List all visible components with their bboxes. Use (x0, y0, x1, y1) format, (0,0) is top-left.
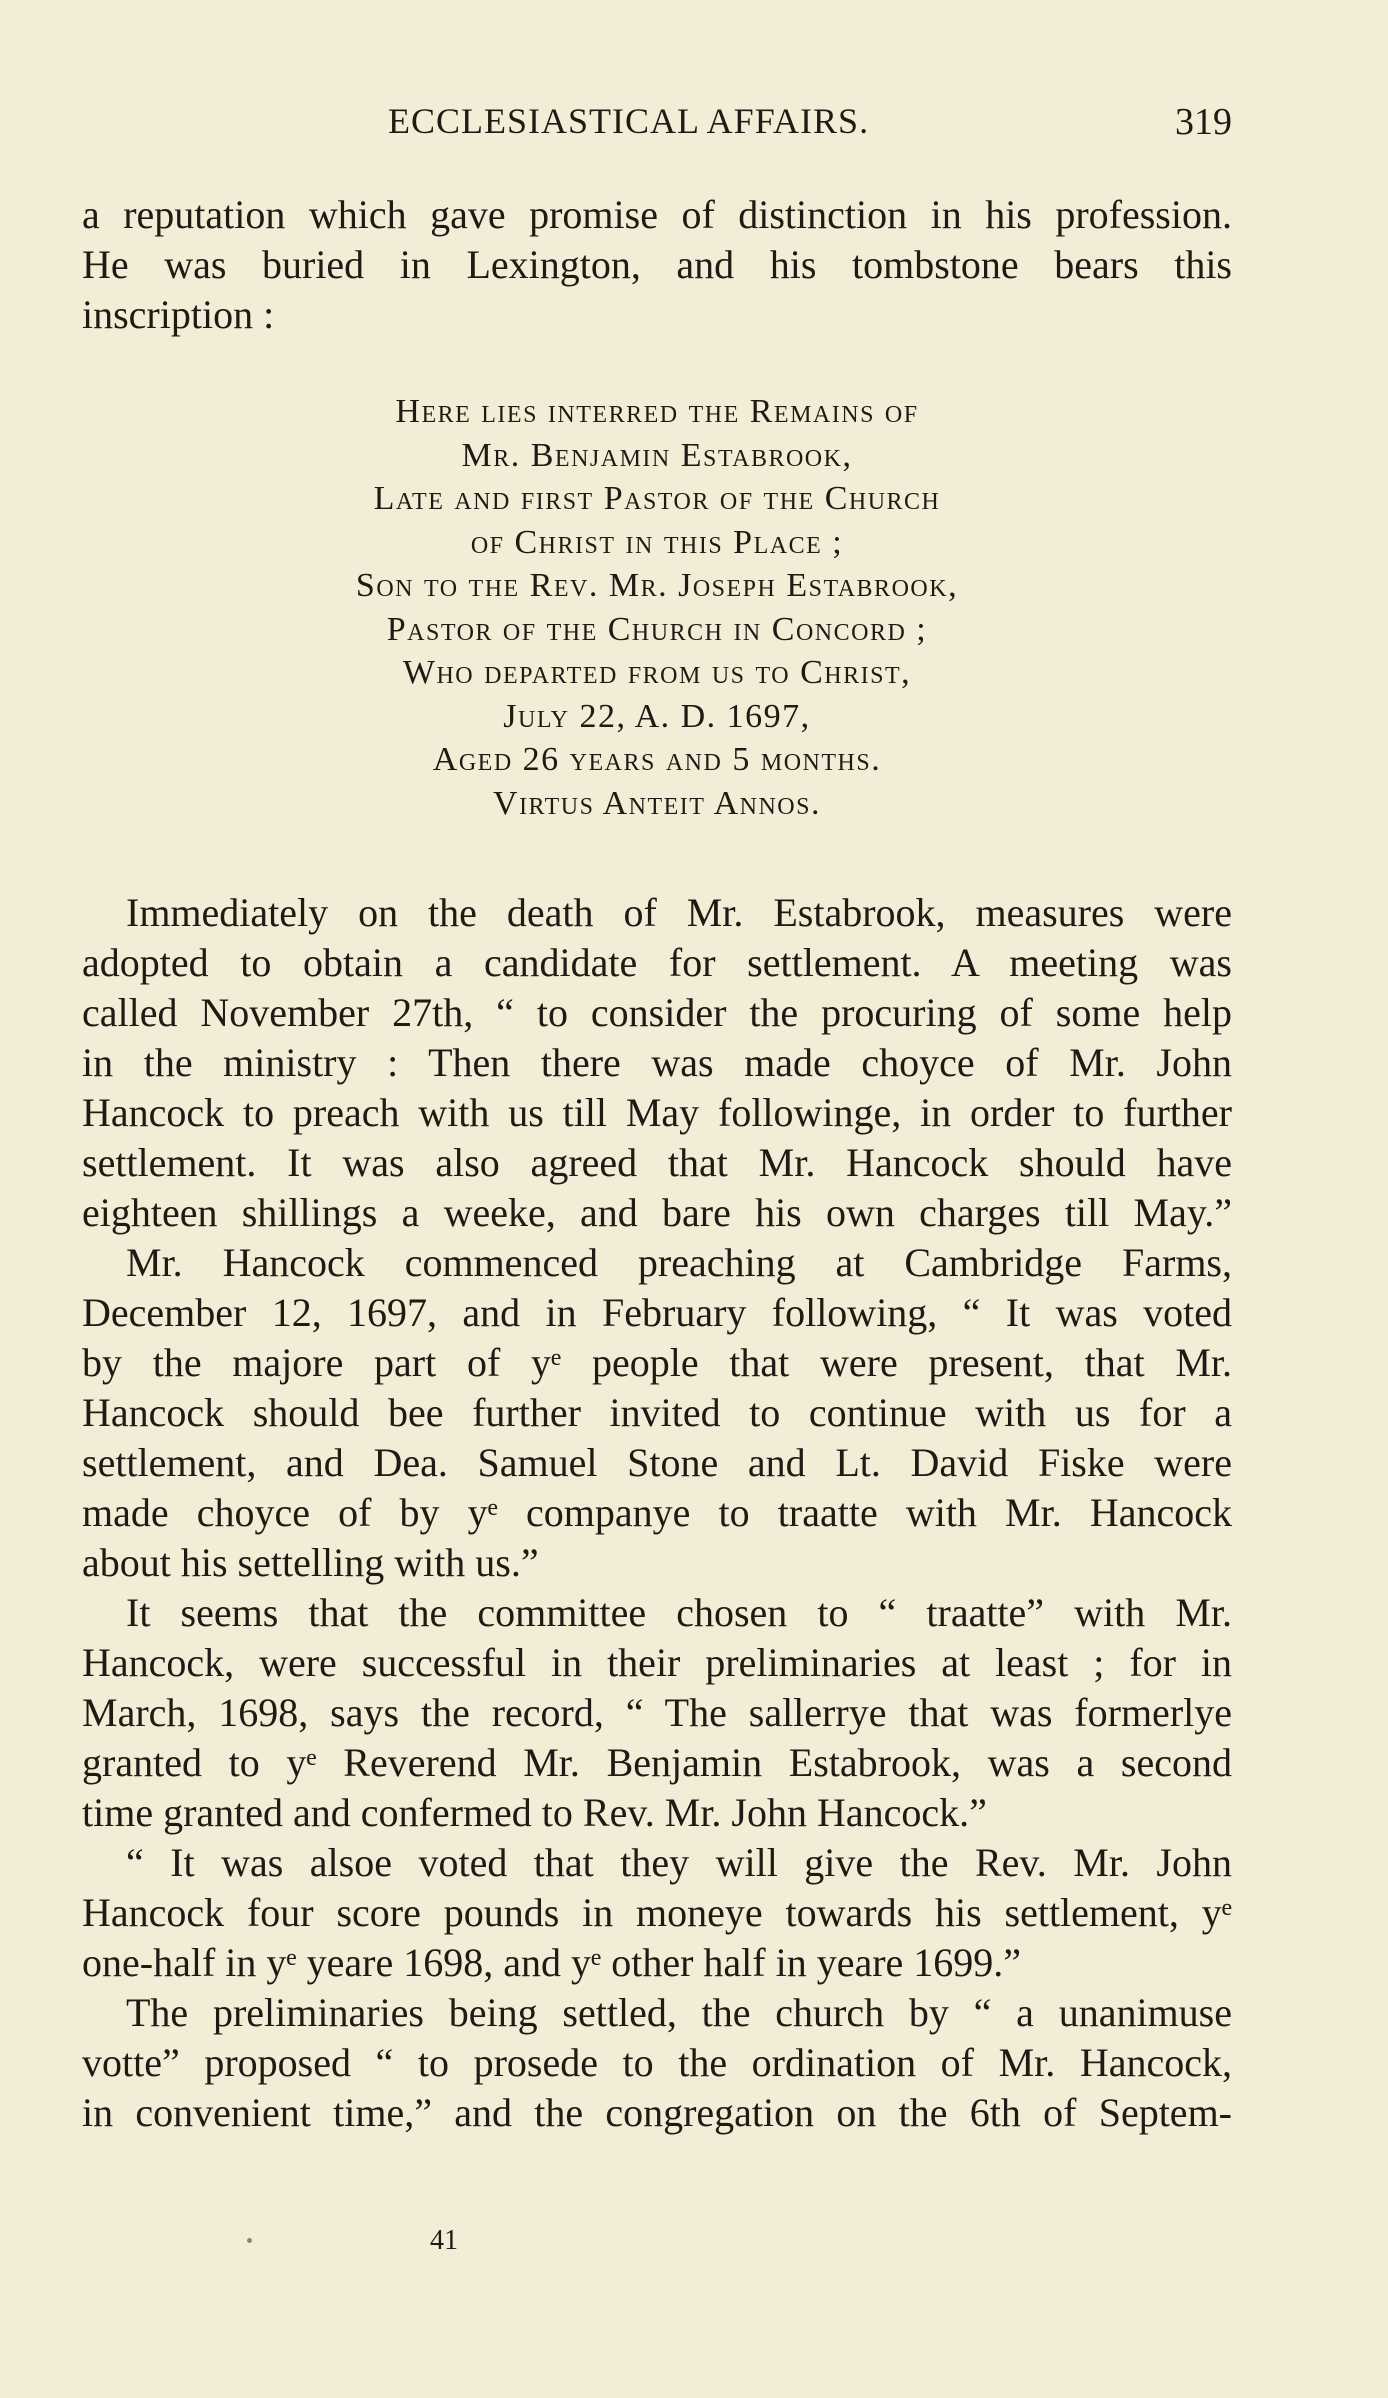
text-line: Hancock four score pounds in moneye towards his settlement, yᵉ (82, 1890, 1232, 1935)
opening-paragraph (82, 190, 1232, 340)
running-title: ECCLESIASTICAL AFFAIRS. (388, 101, 870, 141)
inscription-line: Mr. Benjamin Estabrook, (461, 436, 853, 474)
inscription-line: Who departed from us to Christ, (402, 654, 912, 691)
text-line: called November 27th, “ to consider the procuring of some help (82, 990, 1232, 1035)
inscription-line: Virtus Anteit Annos. (493, 784, 821, 822)
text-line: a reputation which gave promise of distinction in his profession. (82, 192, 1232, 237)
body-text (82, 888, 1232, 2138)
text-line: by the majore part of yᵉ people that were present, that Mr. (82, 1340, 1232, 1385)
text-line: adopted to obtain a candidate for settlement. A meeting was (82, 940, 1232, 985)
text-line: Hancock to preach with us till May followinge, in order to further (82, 1090, 1232, 1135)
text-line: Hancock should bee further invited to continue with us for a (82, 1390, 1232, 1435)
inscription-line: of Christ in this Place ; (470, 523, 844, 561)
text-line: December 12, 1697, and in February following, “ It was voted (82, 1290, 1232, 1335)
text-line: settlement, and Dea. Samuel Stone and Lt. David Fiske were (82, 1440, 1232, 1485)
text-line: Immediately on the death of Mr. Estabrook, measures were (126, 890, 1232, 935)
inscription-line: Son to the Rev. Mr. Joseph Estabrook, (355, 567, 959, 604)
signature-mark: 41 (430, 2225, 458, 2256)
tombstone-inscription (82, 390, 1232, 825)
running-head (82, 100, 1232, 156)
text-line: Hancock, were successful in their preliminaries at least ; for in (82, 1640, 1232, 1685)
inscription-line: July 22, A. D. 1697, (503, 697, 811, 735)
text-line: It seems that the committee chosen to “ traatte” with Mr. (126, 1590, 1232, 1635)
text-line: granted to yᵉ Reverend Mr. Benjamin Estabrook, was a second (82, 1740, 1232, 1785)
text-line: votte” proposed “ to prosede to the ordination of Mr. Hancock, (82, 2040, 1232, 2085)
text-line: inscription : (82, 292, 275, 337)
text-line: made choyce of by yᵉ companye to traatte with Mr. Hancock (82, 1490, 1232, 1535)
text-line: eighteen shillings a weeke, and bare his own charges till May.” (82, 1190, 1232, 1235)
text-line: “ It was alsoe voted that they will give the Rev. Mr. John (126, 1840, 1232, 1885)
text-line: in the ministry : Then there was made choyce of Mr. John (82, 1040, 1232, 1085)
text-line: He was buried in Lexington, and his tombstone bears this (82, 242, 1232, 287)
text-line: time granted and confermed to Rev. Mr. John Hancock.” (82, 1790, 987, 1835)
text-line: Mr. Hancock commenced preaching at Cambridge Farms, (126, 1240, 1232, 1285)
page-number: 319 (1175, 101, 1232, 143)
inscription-line: Here lies interred the Remains of (395, 393, 919, 430)
text-line: about his settelling with us.” (82, 1540, 539, 1585)
text-line: one-half in yᵉ yeare 1698, and yᵉ other half in yeare 1699.” (82, 1940, 1022, 1985)
text-line: The preliminaries being settled, the church by “ a unanimuse (126, 1990, 1232, 2035)
print-speck (247, 2238, 252, 2243)
inscription-line: Late and first Pastor of the Church (373, 480, 941, 517)
text-line: settlement. It was also agreed that Mr. Hancock should have (82, 1140, 1232, 1185)
text-line: March, 1698, says the record, “ The sallerrye that was formerlye (82, 1690, 1232, 1735)
inscription-line: Aged 26 years and 5 months. (432, 741, 882, 778)
inscription-line: Pastor of the Church in Concord ; (386, 610, 928, 648)
text-line: in convenient time,” and the congregation on the 6th of Septem- (82, 2090, 1232, 2135)
